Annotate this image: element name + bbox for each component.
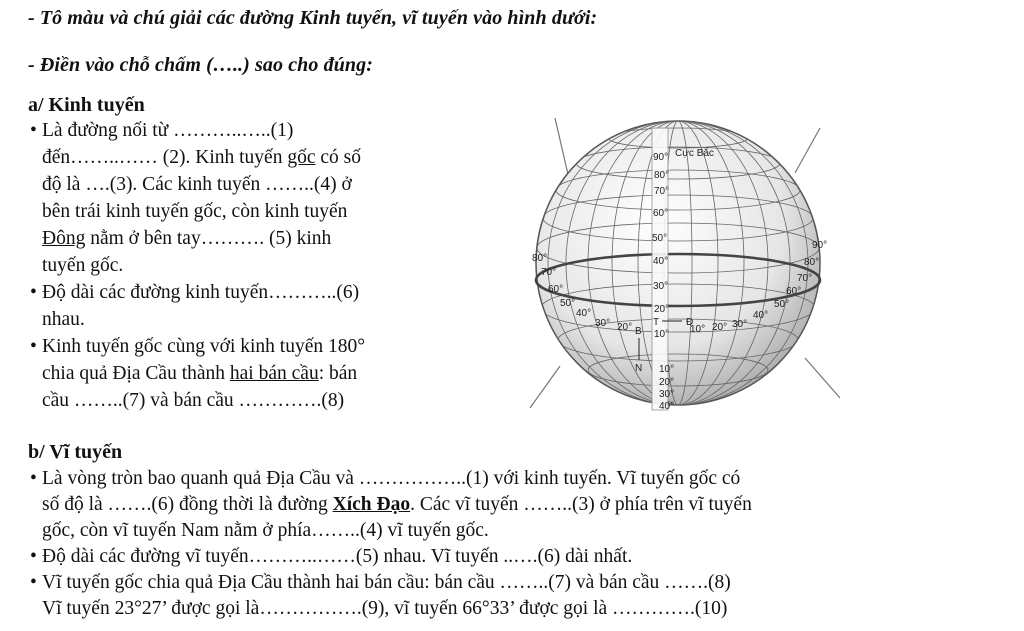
b-line-4: • Độ dài các đường vĩ tuyến………..……(5) nhau. Vĩ tuyến ..….(6) dài nhất. (42, 546, 632, 568)
lon-label-right-20: 20° (712, 322, 728, 333)
lat-right-90: 90° (812, 240, 828, 251)
instruction-color-legend: - Tô màu và chú giải các đường Kinh tuyến, vĩ tuyến vào hình dưới: (28, 7, 598, 29)
lat-south-10: 10° (659, 364, 675, 375)
axis-stick-lower-left (530, 366, 560, 408)
globe-illustration (520, 108, 850, 418)
dir-west-label: T (653, 317, 660, 328)
lat-label-20: 20° (654, 304, 670, 315)
b-line-1: • Là vòng tròn bao quanh quả Địa Cầu và ……………..(1) với kinh tuyến. Vĩ tuyến gốc có (42, 468, 740, 490)
a-line-1: • Là đường nối từ ………..…..(1) (42, 120, 293, 142)
a-line-10-underline: hai bán cầu (229, 363, 319, 384)
a-line-10-part2: : bán (318, 363, 358, 384)
a-line-9: • Kinh tuyến gốc cùng với kinh tuyến 180° (42, 336, 365, 358)
b-line-3: gốc, còn vĩ tuyến Nam nằm ở phía……..(4) vĩ tuyến gốc. (42, 520, 489, 541)
lat-left-50: 50° (560, 298, 576, 309)
lat-south-30: 30° (659, 389, 675, 400)
a-line-10 (42, 363, 357, 385)
globe-sphere (536, 121, 820, 405)
lat-right-70: 70° (797, 273, 813, 284)
a-line-4: bên trái kinh tuyến gốc, còn kinh tuyến (42, 201, 348, 222)
lon-label-left-30: 30° (595, 318, 611, 329)
b-line-2-part1: số độ là …….(6) đồng thời là đường (42, 494, 333, 515)
a-line-3: độ là ….(3). Các kinh tuyến ……..(4) ở (42, 174, 352, 195)
a-line-8: nhau. (42, 309, 85, 330)
lat-south-20: 20° (659, 377, 675, 388)
a-line-5 (42, 228, 331, 250)
axis-stick-upper-right (795, 128, 820, 173)
dir-east-label: Đ (686, 317, 694, 328)
a-line-2-underline: gốc (287, 147, 316, 168)
a-line-10-part1: chia quả Địa Cầu thành (42, 363, 230, 384)
lat-label-60: 60° (653, 208, 669, 219)
a-line-7: • Độ dài các đường kinh tuyến………..(6) (42, 282, 359, 304)
a-line-2-part1: đến……..…… (2). Kinh tuyến (42, 147, 288, 168)
b-line-6: Vĩ tuyến 23°27’ được gọi là…………….(9), vĩ tuyến 66°33’ được gọi là ………….(10) (42, 598, 728, 619)
instruction-fill-blanks: - Điền vào chỗ chấm (…..) sao cho đúng: (28, 54, 374, 76)
lat-right-50: 50° (774, 299, 790, 310)
lat-right-60: 60° (786, 286, 802, 297)
lat-label-40: 40° (653, 256, 669, 267)
lat-left-70: 70° (541, 267, 557, 278)
axis-stick-lower-right (805, 358, 840, 398)
b-line-2-part2: . Các vĩ tuyến ……..(3) ở phía trên vĩ tuyến (410, 494, 752, 515)
lat-label-70: 70° (654, 186, 670, 197)
b-line-5: • Vĩ tuyến gốc chia quả Địa Cầu thành hai bán cầu: bán cầu ……..(7) và bán cầu …….(8) (42, 572, 731, 594)
lat-left-80: 80° (532, 253, 548, 264)
lat-label-80: 80° (654, 170, 670, 181)
lon-label-right-10: 10° (690, 324, 706, 335)
dir-north-label: B (635, 326, 642, 337)
lat-right-80: 80° (804, 257, 820, 268)
section-a-title: a/ Kinh tuyến (28, 94, 145, 116)
lat-left-40: 40° (576, 308, 592, 319)
lat-label-50: 50° (652, 233, 668, 244)
a-line-2-part2: có số (315, 147, 361, 168)
lat-label-90: 90° (653, 152, 669, 163)
a-line-2 (42, 147, 361, 169)
equator-left-label: 10° (654, 329, 670, 340)
a-line-5-underline: Đông (42, 228, 86, 249)
dir-south-label: N (635, 363, 643, 374)
b-line-2 (42, 494, 752, 516)
lat-left-60: 60° (548, 284, 564, 295)
b-line-2-equator: Xích Đạo (332, 494, 411, 515)
section-b-title: b/ Vĩ tuyến (28, 441, 123, 463)
lon-label-right-30: 30° (732, 319, 748, 330)
lat-south-40: 40° (659, 401, 675, 412)
a-line-5-part: nằm ở bên tay………. (5) kinh (85, 228, 332, 249)
a-line-11: cầu ……..(7) và bán cầu ………….(8) (42, 390, 345, 411)
lat-right-40: 40° (753, 310, 769, 321)
globe-svg (520, 108, 850, 418)
north-pole-label: Cực Bắc (675, 148, 714, 159)
a-line-6: tuyến gốc. (42, 255, 124, 276)
lon-label-left-20: 20° (617, 322, 633, 333)
lat-label-30: 30° (653, 281, 669, 292)
